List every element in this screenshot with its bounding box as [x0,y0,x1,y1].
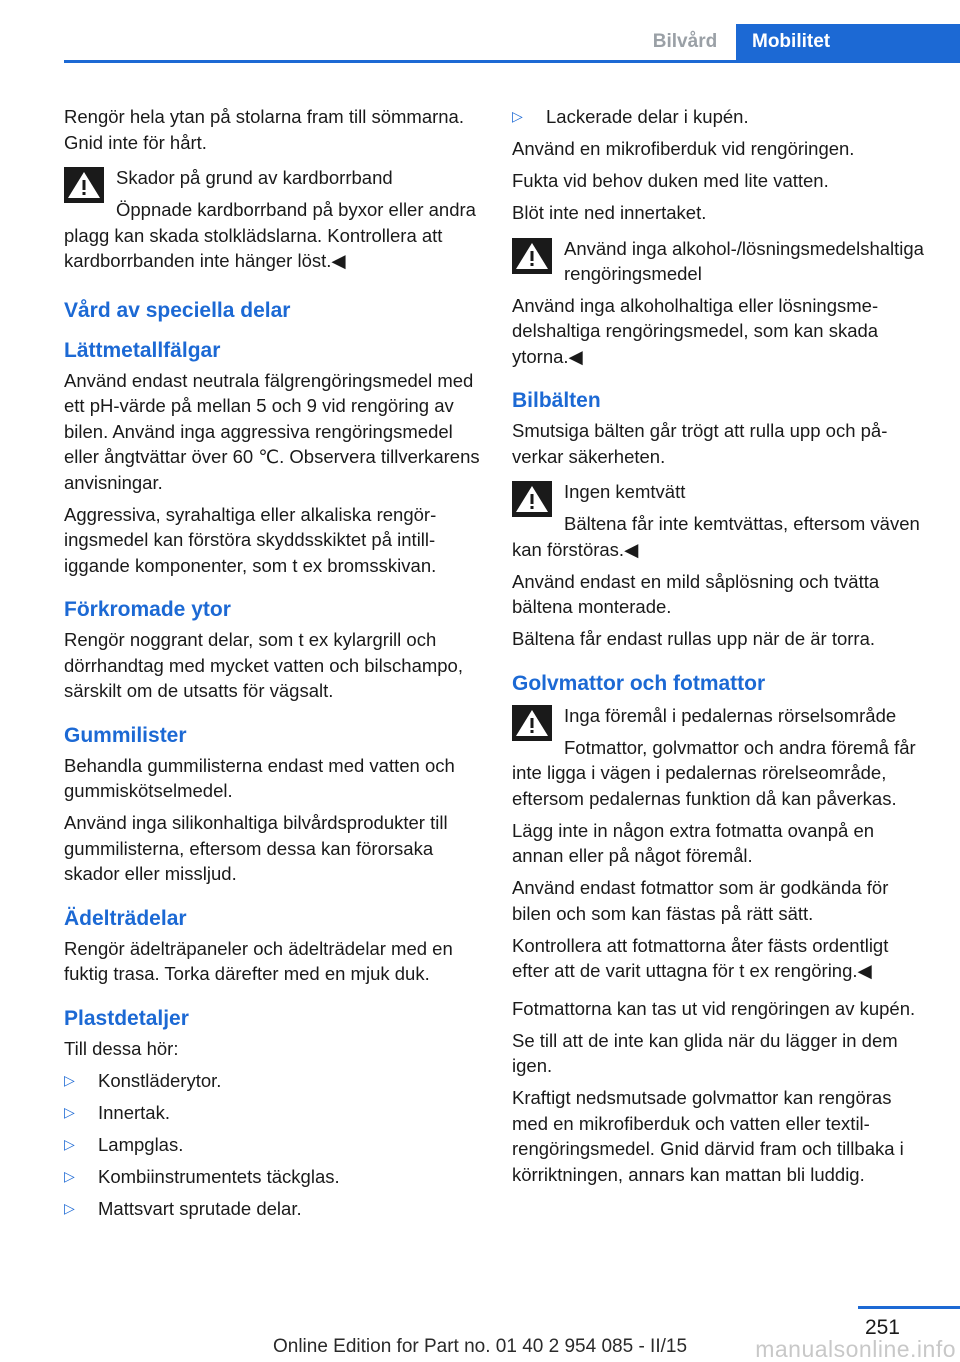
paragraph: Lägg inte in någon extra fotmatta ovanpå en annan eller på något föremål. [512,819,875,866]
paragraph: Fukta vid behov duken med lite vatten. [512,170,829,191]
list-item: ▷ Konstläderytor. [64,1068,482,1094]
heading-bilbalten: Bilbälten [512,389,601,412]
warning-triangle-icon [512,481,552,517]
paragraph: Bältena får endast rullas upp när de är torra. [512,628,876,649]
warning-body: Bältena får inte kemtvättas, eftersom väven kan förstöras.◀ [512,513,920,560]
paragraph: Kraftigt nedsmutsade golvmattor kan rengöras med en mikrofiberduk och vatten eller textilrengöringsmedel. Gnid därvid fram och tillbaka i körriktningen, annars kan mattan bli luddig. [512,1087,904,1185]
warning-box-alcohol [512,236,930,370]
warning-triangle-icon [512,705,552,741]
paragraph: Aggressiva, syrahaltiga eller alkaliska rengöringsmedel kan förstöra skyddsskiktet på intilliggande komponenter, som t ex bromsskivan. [64,503,437,576]
warning-body: Använd inga alkoholhaltiga eller lösningsmedelshaltiga rengöringsmedel, som kan skada ytorna.◀ [512,294,879,367]
warning-title: Inga föremål i pedalernas rörselsområde [564,704,897,726]
paragraph: Rengör ädelträpaneler och ädelträdelar med en fuktig trasa. Torka därefter med en mjuk duk. [64,937,453,984]
heading-lattmetallfalgar: Lättmetallfälgar [64,338,221,362]
paragraph: Till dessa hör: [64,1037,179,1059]
footer-rule [858,1306,960,1309]
list-item: ▷ Mattsvart sprutade delar. [64,1196,482,1222]
paragraph: Kontrollera att fotmattorna åter fästs ordentligt efter att de varit uttagna för t ex rengöring.◀ [512,934,889,981]
warning-body: Öppnade kardborrband på byxor eller andra plagg kan skada stolklädslarna. Kontrollera att kardborrbanden inte hänger löst.◀ [64,199,476,271]
bullet-list [512,104,930,130]
warning-body: Fotmattor, golvmattor och andra föremå får inte ligga i vägen i pedalernas rörelseområde, eftersom pedalernas funktion då kan påverkas. [512,736,916,809]
paragraph: Använd en mikrofiberduk vid rengöringen. [512,138,855,159]
edition-footer: Online Edition for Part no. 01 40 2 954 085 - II/15 [272,1336,688,1357]
paragraph: Rengör noggrant delar, som t ex kylargrill och dörrhandtag med mycket vatten och bilschampo, särskilt om de utsatts för vägsalt. [64,629,463,701]
warning-title: Ingen kemtvätt [564,481,686,502]
warning-triangle-icon [512,238,552,274]
site-watermark: manualsonline.info [755,1336,956,1362]
header-rule [64,60,960,63]
bullet-triangle-icon: ▷ [64,1135,75,1152]
warning-box-dry-clean [512,479,930,562]
bullet-triangle-icon: ▷ [64,1167,75,1184]
paragraph: Använd endast en mild såplösning och tvätta bältena monterade. [512,570,880,617]
heading-gummilister: Gummilister [64,723,187,747]
right-column [512,104,930,1194]
heading-adeltradelar: Ädelträdelar [64,906,187,930]
warning-triangle-icon [64,167,104,203]
heading-golvmattor: Golvmattor och fotmattor [512,671,766,695]
page-header [0,24,960,60]
paragraph: Fotmattorna kan tas ut vid rengöringen av kupén. [512,997,916,1019]
paragraph: Smutsiga bälten går trögt att rulla upp och påverkar säkerheten. [512,420,888,467]
bullet-list [64,1068,482,1222]
list-item: ▷ Lackerade delar i kupén. [512,104,930,130]
list-item: ▷ Innertak. [64,1100,482,1126]
bullet-triangle-icon: ▷ [64,1103,75,1120]
left-column [64,104,482,1228]
tab-mobilitet: Mobilitet [736,24,960,60]
tab-bilvard: Bilvård [652,31,718,52]
bullet-triangle-icon: ▷ [64,1199,75,1216]
paragraph: Använd endast fotmattor som är godkända för bilen och som kan fästas på rätt sätt. [512,877,889,924]
page-number: 251 [864,1316,900,1339]
warning-title: Skador på grund av kardborrband [116,167,393,188]
warning-title: Använd inga alkohol-/lösningsmedelshaltiga rengöringsmedel [564,237,924,284]
heading-forkromade-ytor: Förkromade ytor [64,598,231,621]
paragraph: Använd inga silikonhaltiga bilvårdsprodukter till gummilisterna, eftersom dessa kan förorsaka skador eller missljud. [64,812,448,884]
list-item: ▷ Kombiinstrumentets täckglas. [64,1164,482,1190]
paragraph: Använd endast neutrala fälgrengöringsmedel med ett pH-värde på mellan 5 och 9 vid rengöring av bilen. Använd inga aggressiva rengöringsmedel eller ångtvättar över 60 ℃. Observera tillverkarens anvisningar. [64,369,480,493]
warning-box-pedals [512,703,930,812]
list-item: ▷ Lampglas. [64,1132,482,1158]
paragraph: Blöt inte ned innertaket. [512,202,707,223]
intro-paragraph: Rengör hela ytan på stolarna fram till sömmarna. Gnid inte för hårt. [64,106,464,153]
heading-plastdetaljer: Plastdetaljer [64,1006,189,1030]
section-title: Vård av speciella delar [64,298,291,322]
paragraph: Se till att de inte kan glida när du lägger in dem igen. [512,1029,898,1076]
bullet-triangle-icon: ▷ [64,1071,75,1088]
paragraph: Behandla gummilisterna endast med vatten och gummiskötselmedel. [64,754,455,801]
bullet-triangle-icon: ▷ [512,108,523,124]
warning-box-velcro [64,165,482,274]
